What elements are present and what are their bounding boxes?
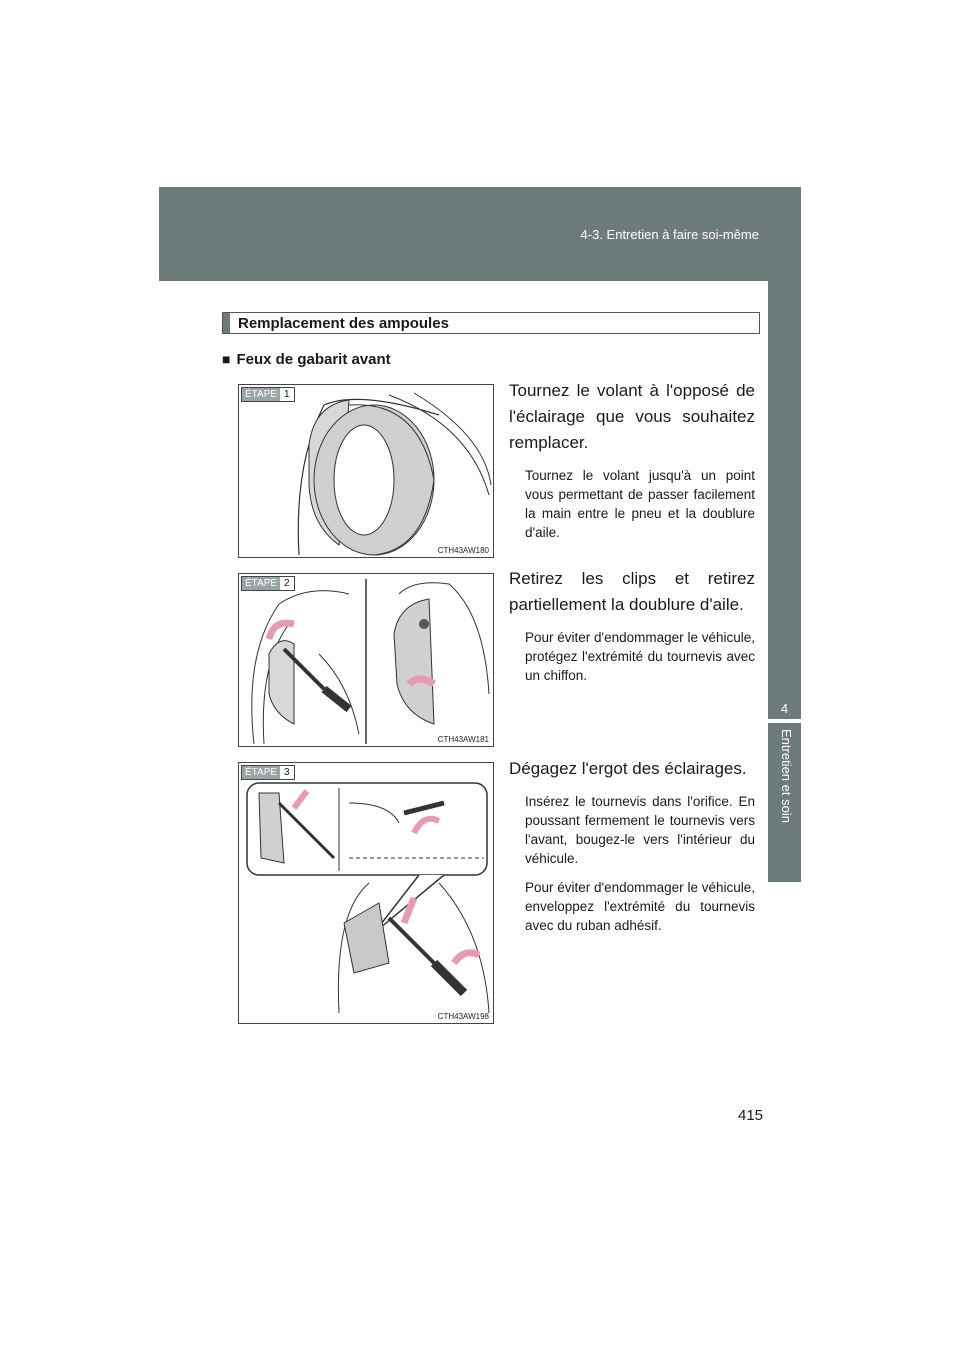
fender-liner-illustration (239, 574, 493, 746)
tire-illustration (239, 385, 493, 557)
step-2-text (509, 566, 755, 685)
section-heading-box (222, 312, 760, 334)
chapter-divider (768, 719, 801, 723)
page-number: 415 (738, 1107, 764, 1124)
step-1-text (509, 378, 755, 542)
section-heading-bar (223, 313, 230, 333)
step-3-text (509, 756, 755, 935)
subheading-text: Feux de gabarit avant (236, 351, 391, 368)
step-3-note-1: Insérez le tournevis dans l'orifice. En poussant fermement le tournevis vers l'avant, bougez-le vers l'intérieur du véhicule. (525, 794, 755, 866)
header-band (159, 187, 801, 281)
step-2-tag: ÉTAPE 2 (241, 576, 295, 591)
step-3-instruction: Dégagez l'ergot des éclairages. (509, 759, 747, 778)
square-bullet-icon: ■ (222, 351, 231, 367)
step-1-figure (238, 384, 494, 558)
step-1-tag: ÉTAPE 1 (241, 387, 295, 402)
light-release-illustration (239, 763, 493, 1023)
chapter-label: Entretien et soin (779, 729, 794, 823)
section-title: 4-3. Entretien à faire soi-même (580, 227, 759, 242)
subheading (222, 351, 391, 368)
chapter-number: 4 (780, 701, 789, 716)
step-3-figure (238, 762, 494, 1024)
step-3-tag: ÉTAPE 3 (241, 765, 295, 780)
chapter-side-tab (768, 281, 801, 882)
step-3-figure-code: CTH43AW198 (437, 1012, 489, 1021)
step-2-note: Pour éviter d'endommager le véhicule, protégez l'extrémité du tournevis avec un chiffon. (525, 630, 755, 683)
step-2-figure (238, 573, 494, 747)
step-2-instruction: Retirez les clips et retirez partiellement la doublure d'aile. (509, 569, 755, 614)
step-1-figure-code: CTH43AW180 (437, 546, 489, 555)
section-heading: Remplacement des ampoules (238, 314, 449, 332)
step-3-note-2: Pour éviter d'endommager le véhicule, enveloppez l'extrémité du tournevis avec du ruban adhésif. (525, 880, 755, 933)
step-1-note: Tournez le volant jusqu'à un point vous permettant de passer facilement la main entre le pneu et la doublure d'aile. (525, 468, 755, 540)
step-2-figure-code: CTH43AW181 (437, 735, 489, 744)
step-1-instruction: Tournez le volant à l'opposé de l'éclairage que vous souhaitez remplacer. (509, 381, 755, 452)
